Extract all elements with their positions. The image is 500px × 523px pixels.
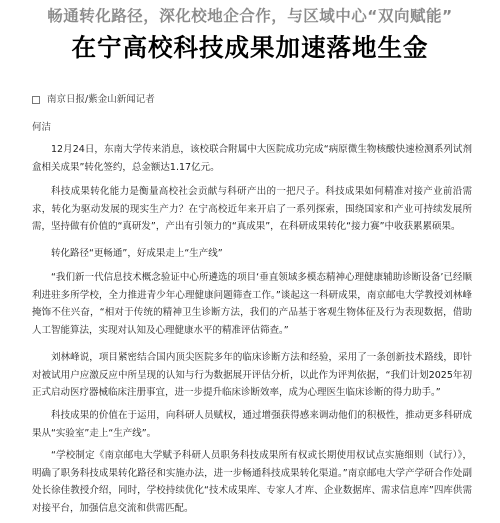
paragraph-4: 刘林峰说，项目紧密结合国内顶尖医院多年的临床诊断方法和经验，采用了一条创新技术路线，即针对被试用户应激反应中所呈现的认知与行为数据展开评估分析，以此作为评判依据，“我们计划2025年初正式启动医疗器械临床注册事宜，进一步提升临床诊断效率，成为心理医生临床诊断的得力助手。”	[32, 352, 472, 398]
paragraph-1: 12月24日，东南大学传来消息，该校联合附属中大医院成功完成“病原微生物核酸快速检测系列试剂盒相关成果”转化签约，总金额达1.17亿元。	[32, 144, 472, 173]
article-subtitle: 畅通转化路径，深化校地企合作，与区域中心“双向赋能”	[47, 7, 453, 25]
author-name: 何洁	[32, 122, 52, 133]
section-heading: 转化路径“更畅通”，好成果走上“生产线”	[51, 248, 223, 259]
article-headline: 在宁高校科技成果加速落地生金	[71, 33, 429, 62]
paragraph-6: “学校制定《南京邮电大学赋予科研人员职务科技成果所有权或长期使用权试点实施细则（试行）》，明确了职务科技成果转化路径和实施办法，进一步畅通科技成果转化渠道。”南京邮电大学产学研合作处副处长徐佳教授介绍，同时，学校持续优化“技术成果库、专家人才库、企业数据库、需求信息库”四库供需对接平台，加强信息交流和供需匹配。	[32, 450, 472, 514]
byline-text: 南京日报/紫金山新闻记者	[47, 94, 155, 105]
byline	[32, 93, 155, 107]
paragraph-2: 科技成果转化能力是衡量高校社会贡献与科研产出的一把尺子。科技成果如何精准对接产业前沿需求，转化为驱动发展的现实生产力？在宁高校近年来开启了一系列探索，围绕国家和产业可持续发展所需，坚持做有价值的“真研发”，产出有引领力的“真成果”，在科研成果转化“接力赛”中收获累累硕果。	[32, 186, 472, 232]
image-placeholder-icon	[32, 96, 40, 104]
paragraph-5: 科技成果的价值在于运用，向科研人员赋权，通过增强获得感来调动他们的积极性，推动更多科研成果从“实验室”走上“生产线”。	[32, 410, 472, 439]
paragraph-3: “我们新一代信息技术概念验证中心所遴选的项目‘垂直领域多模态精神心理健康辅助诊断设备’已经顺利进驻多所学校，全力推进青少年心理健康问题筛查工作。”谈起这一科研成果，南京邮电大学教授刘林峰掩饰不住兴奋，“相对于传统的精神卫生诊断方法，我们的产品基于客观生物体征及行为表现数据，借助人工智能算法，实现对认知及心理健康水平的精准评估筛查。”	[32, 272, 472, 336]
